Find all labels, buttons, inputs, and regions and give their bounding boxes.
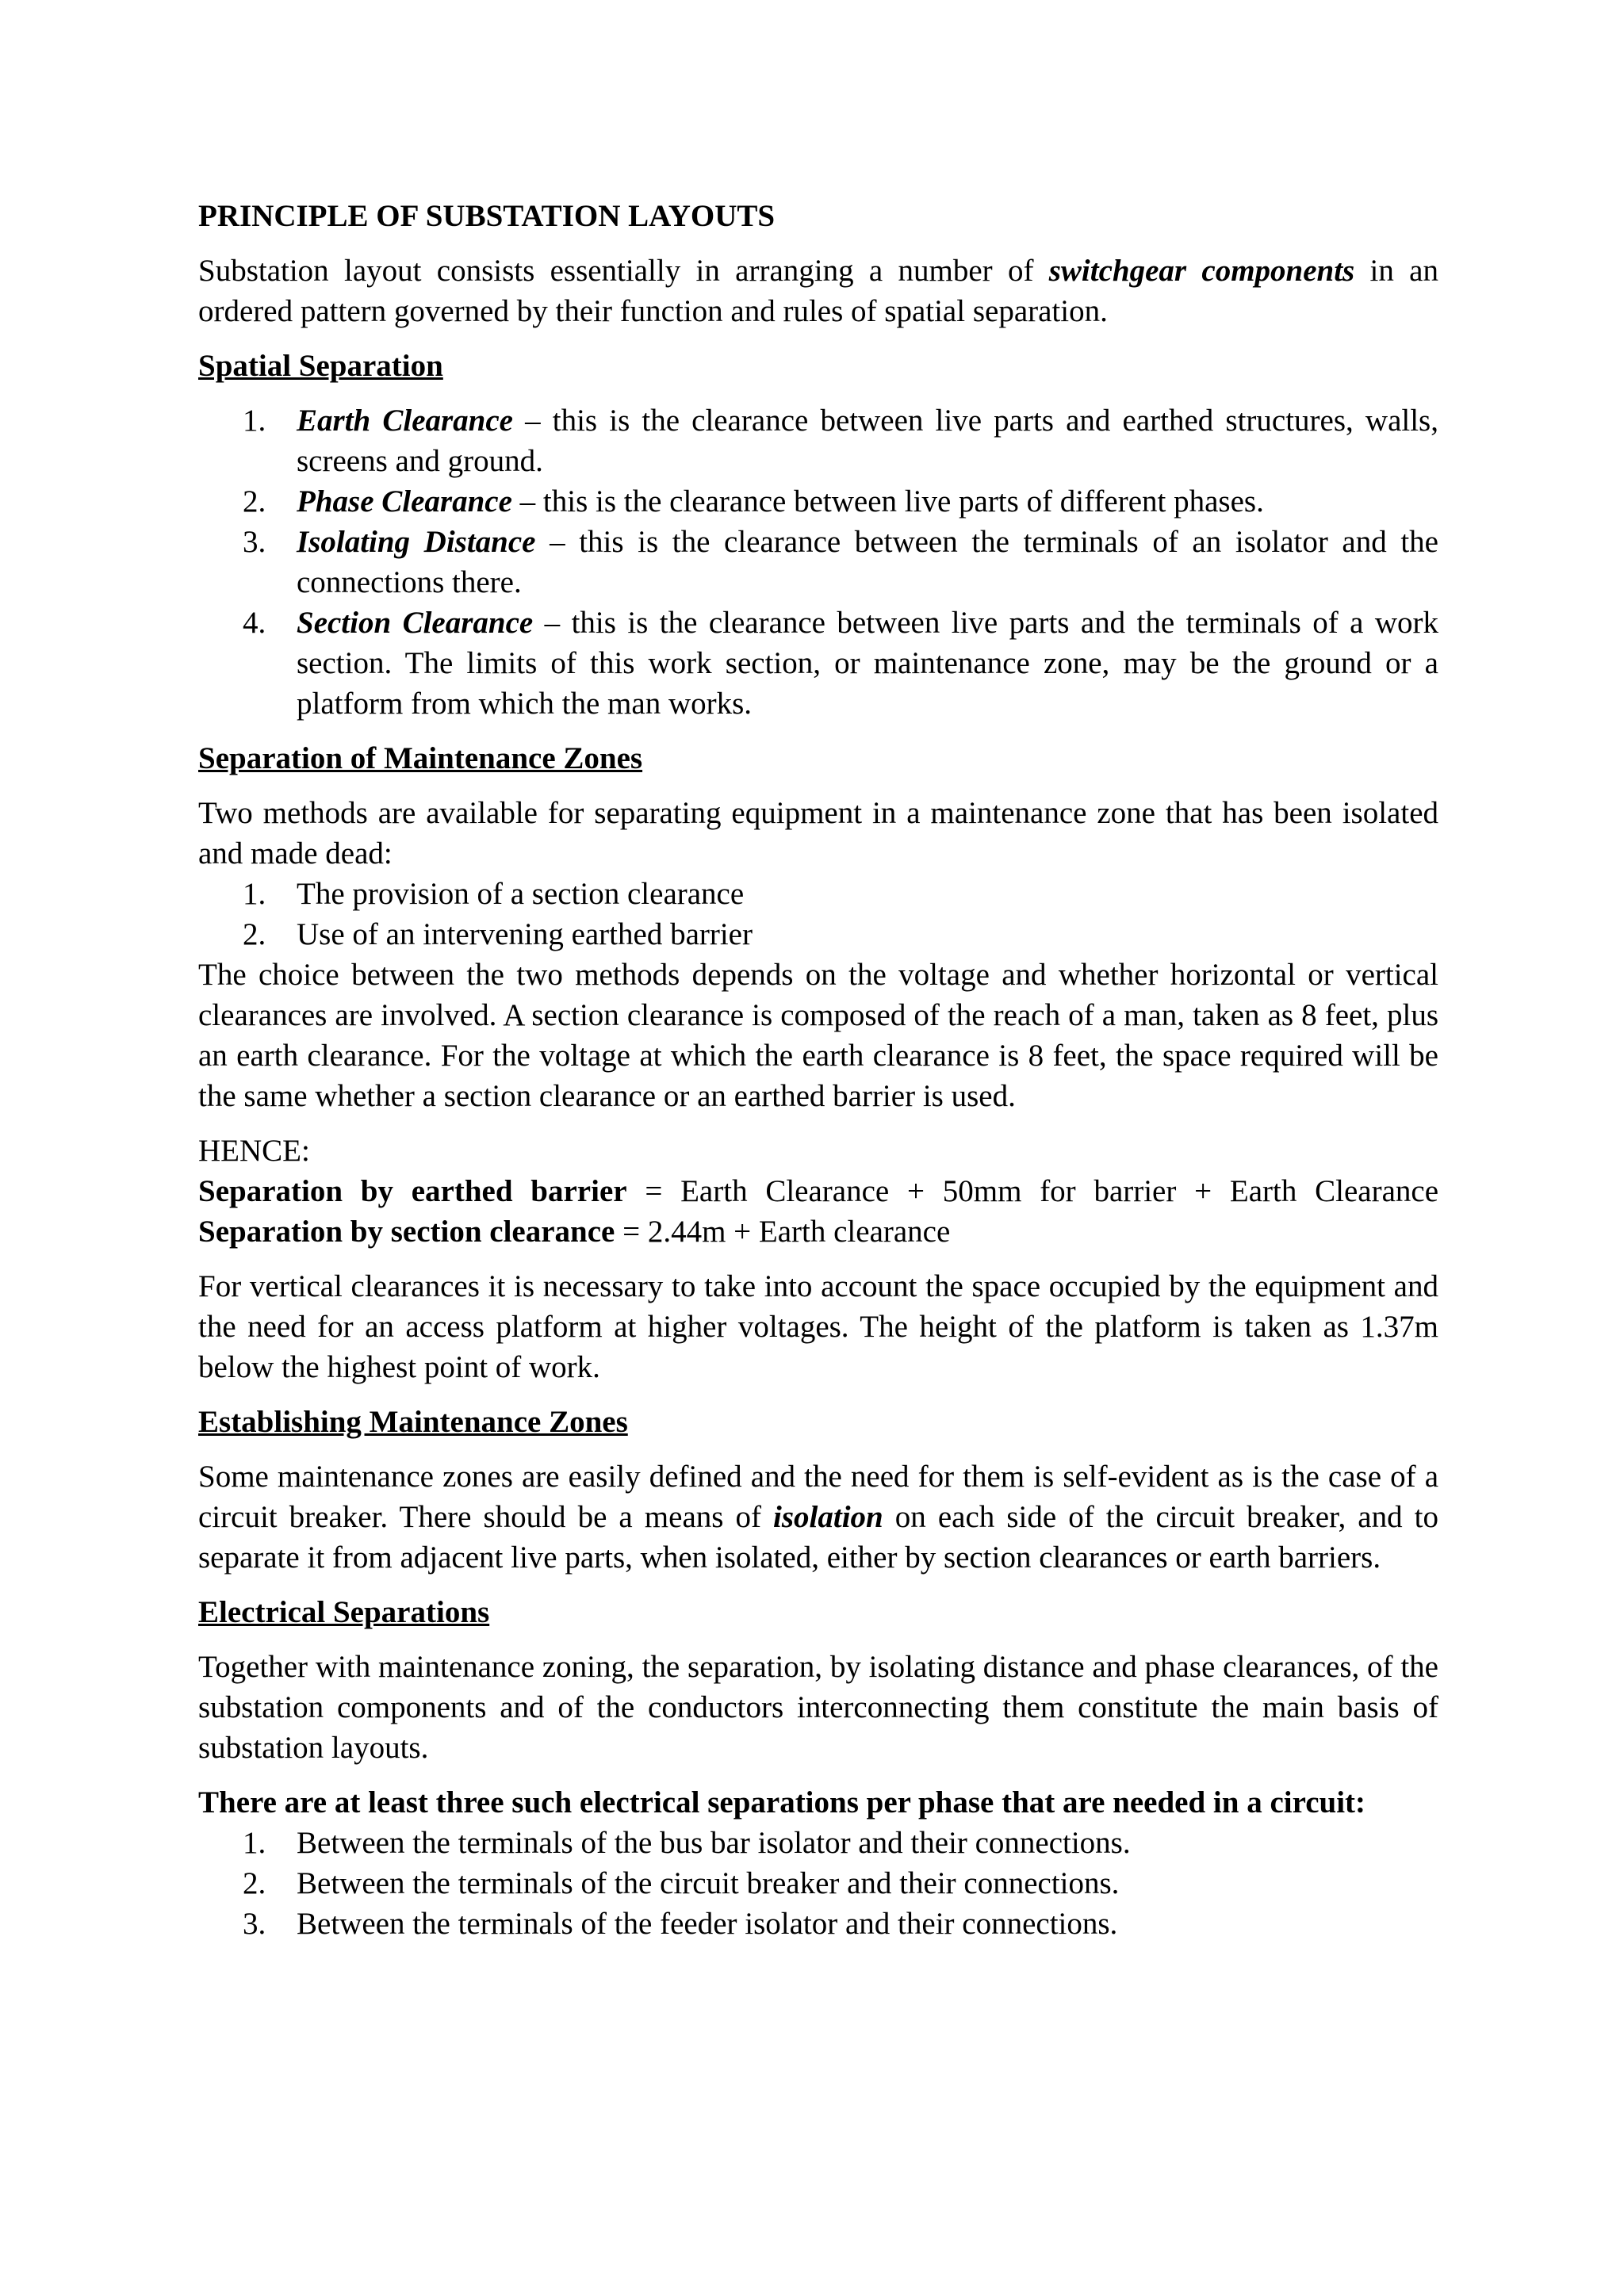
equation-text: = Earth Clearance + 50mm for barrier + Earth Clearance [626, 1174, 1438, 1208]
separation-paragraph-2: The choice between the two methods depends on the voltage and whether horizontal or vertical clearances are involved. A section clearance is composed of the reach of a man, taken as 8 feet, plus an earth clearance. For the voltage at which the earth clearance is 8 feet, the space required will be the same whether a section clearance or an earthed barrier is used. [198, 958, 1438, 1113]
section-heading-electrical-separations: Electrical Separations [198, 1595, 490, 1629]
list-item-text: – this is the clearance between live parts of different phases. [511, 484, 1264, 519]
establishing-emphasis: isolation [773, 1500, 883, 1534]
list-item-text: Between the terminals of the feeder isolator and their connections. [297, 1907, 1118, 1941]
list-item-text: Between the terminals of the bus bar isolator and their connections. [297, 1826, 1131, 1860]
term-phase-clearance: Phase Clearance [297, 484, 512, 519]
section-heading-establishing-zones: Establishing Maintenance Zones [198, 1405, 628, 1439]
document-body [198, 196, 1438, 1944]
section-heading-maintenance-zones: Separation of Maintenance Zones [198, 741, 643, 775]
electrical-paragraph: Together with maintenance zoning, the separation, by isolating distance and phase clearances, of the substation components and of the conductors interconnecting them constitute the main basis of substation layouts. [198, 1650, 1438, 1765]
list-item-text: – this is the clearance between live parts and the terminals of a work section. The limits of this work section, or maintenance zone, may be the ground or a platform from which the man works. [297, 606, 1438, 721]
equation-earthed-barrier [198, 1171, 1438, 1211]
list-number: 1. [243, 877, 266, 911]
term-section-clearance: Section Clearance [297, 606, 534, 640]
equation-label: Separation by section clearance [198, 1215, 615, 1249]
list-number: 1. [243, 404, 266, 438]
list-item [198, 603, 1438, 724]
term-isolating-distance: Isolating Distance [297, 525, 536, 559]
list-number: 2. [243, 484, 266, 519]
hence-label: HENCE: [198, 1134, 310, 1168]
list-item [198, 1823, 1438, 1863]
separation-methods-list [198, 874, 1438, 955]
list-item-text: – this is the clearance between the terminals of an isolator and the connections there. [297, 525, 1438, 599]
list-item-text: The provision of a section clearance [297, 877, 745, 911]
list-item [198, 874, 1438, 914]
separation-paragraph-3: For vertical clearances it is necessary to take into account the space occupied by the equipment and the need for an access platform at higher voltages. The height of the platform is taken as 1.37m below the highest point of work. [198, 1269, 1438, 1384]
list-item [198, 400, 1438, 481]
list-item-text: Use of an intervening earthed barrier [297, 917, 753, 951]
separation-paragraph-1: Two methods are available for separating equipment in a maintenance zone that has been isolated and made dead: [198, 796, 1438, 871]
list-item [198, 914, 1438, 955]
list-number: 3. [243, 1907, 266, 1941]
list-number: 2. [243, 917, 266, 951]
list-number: 4. [243, 606, 266, 640]
list-item-text: Between the terminals of the circuit breaker and their connections. [297, 1866, 1120, 1900]
equation-label: Separation by earthed barrier [198, 1174, 627, 1208]
intro-paragraph [198, 251, 1438, 331]
list-item [198, 1863, 1438, 1904]
equation-text: = 2.44m + Earth clearance [615, 1215, 951, 1249]
page-title: PRINCIPLE OF SUBSTATION LAYOUTS [198, 199, 776, 233]
equation-section-clearance [198, 1211, 1438, 1252]
establishing-text-after: on each side of the circuit breaker, and to separate it from adjacent live parts, when isolated, either by section clearances or earth barriers. [198, 1500, 1438, 1575]
list-item [198, 481, 1438, 522]
intro-emphasis: switchgear components [1048, 254, 1355, 288]
list-number: 3. [243, 525, 266, 559]
electrical-separations-list [198, 1823, 1438, 1944]
spatial-separation-list [198, 400, 1438, 724]
list-number: 2. [243, 1866, 266, 1900]
electrical-bold-intro: There are at least three such electrical separations per phase that are needed in a circuit: [198, 1785, 1366, 1820]
list-number: 1. [243, 1826, 266, 1860]
list-item-text: – this is the clearance between live parts and earthed structures, walls, screens and ground. [297, 404, 1438, 478]
list-item [198, 1904, 1438, 1944]
section-heading-spatial-separation: Spatial Separation [198, 349, 443, 383]
intro-text-before: Substation layout consists essentially in arranging a number of [198, 254, 1049, 288]
term-earth-clearance: Earth Clearance [297, 404, 513, 438]
list-item [198, 522, 1438, 603]
establishing-paragraph [198, 1456, 1438, 1578]
intro-text-after: in an ordered pattern governed by their function and rules of spatial separation. [198, 254, 1438, 328]
establishing-text-before: Some maintenance zones are easily defined and the need for them is self-evident as is the case of a circuit breaker. There should be a means of [198, 1460, 1438, 1534]
